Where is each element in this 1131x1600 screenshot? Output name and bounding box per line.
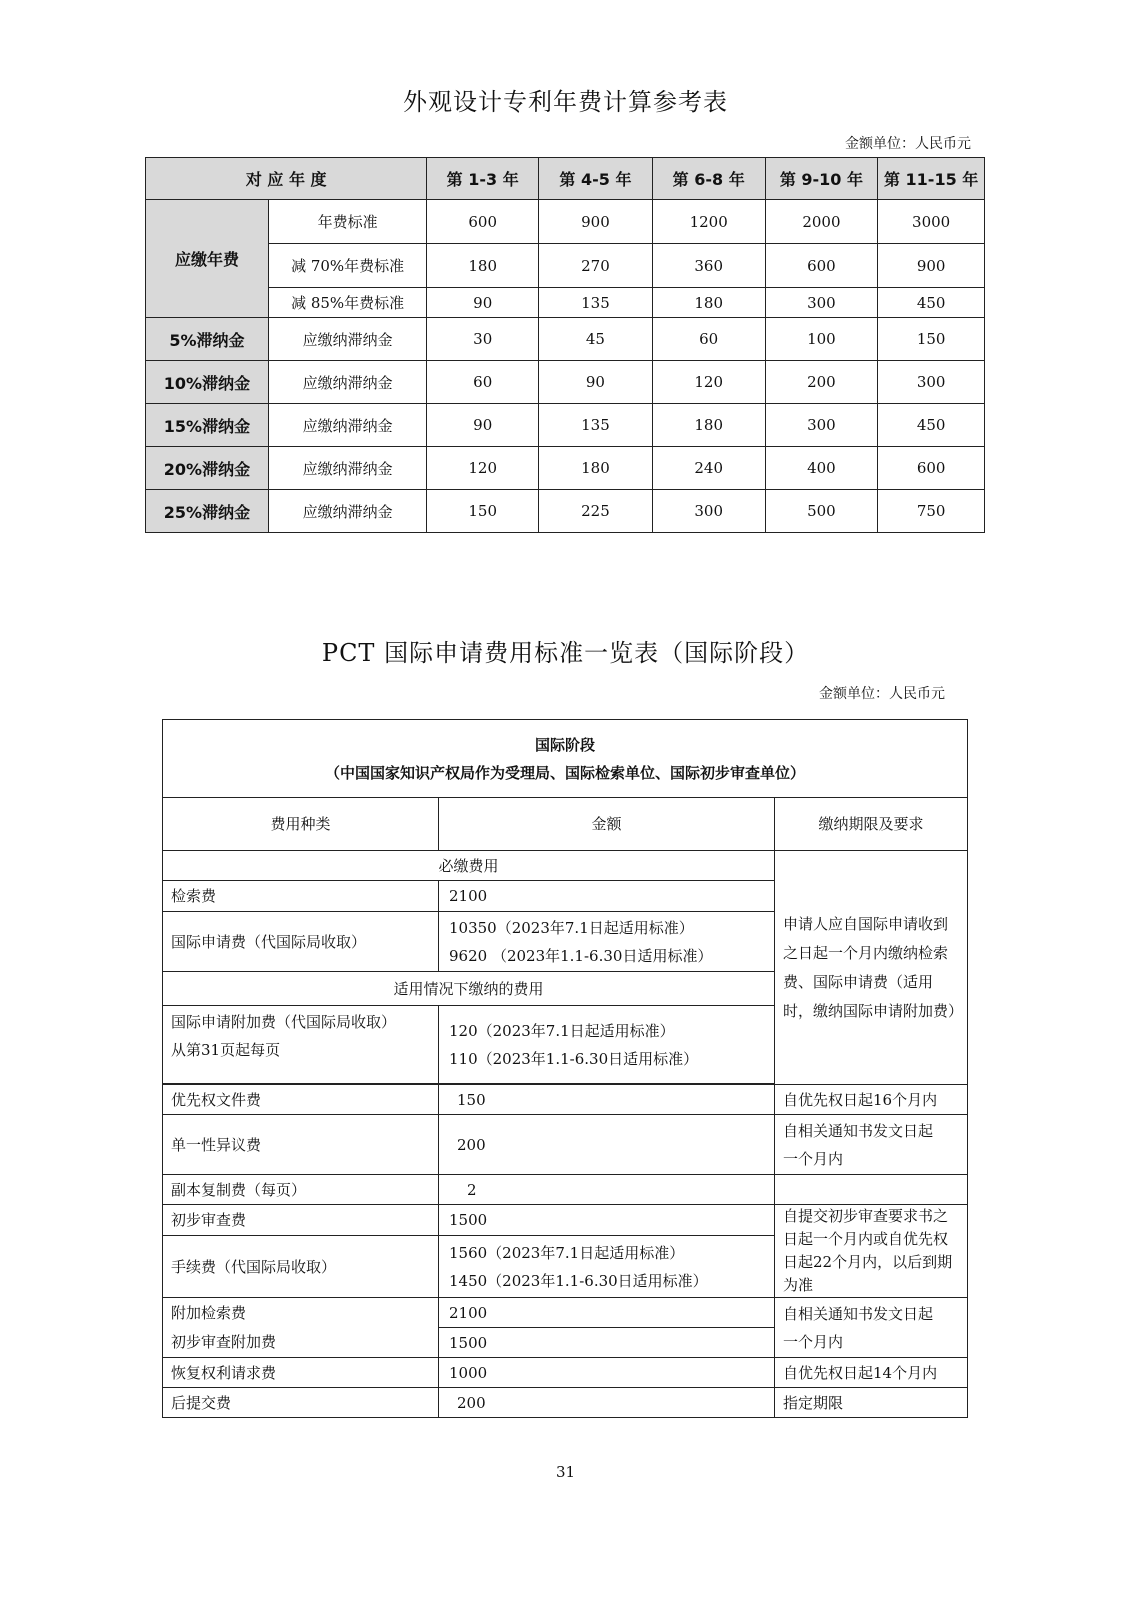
fee-amount [439, 1236, 775, 1298]
cell: 225 [539, 490, 653, 533]
fee-note [775, 1175, 968, 1205]
fee-label: 恢复权利请求费 [163, 1358, 439, 1388]
table-row [146, 318, 985, 361]
fee-label: 副本复制费（每页） [163, 1175, 439, 1205]
col-header-type: 费用种类 [163, 798, 439, 851]
fee-label-line: 国际申请附加费（代国际局收取） [171, 1013, 397, 1031]
annual-fee-table [145, 157, 985, 533]
fee-amount: 150 [439, 1085, 775, 1115]
fee-amount-line: 1450（2023年1.1-6.30日适用标准） [449, 1271, 708, 1290]
table2-unit: 金额单位：人民币元 [819, 686, 945, 702]
cell: 900 [878, 244, 985, 288]
stage-title: 国际阶段 [534, 735, 595, 754]
pct-fee-table [162, 719, 968, 1418]
fee-amount-line: 1560（2023年7.1日起适用标准） [449, 1243, 685, 1262]
table1-header-col: 第 1-3 年 [427, 158, 539, 200]
cell: 180 [652, 288, 765, 318]
fee-amount-line: 9620 （2023年1.1-6.30日适用标准） [449, 946, 713, 965]
table1-header-col: 第 11-15 年 [878, 158, 985, 200]
fee-note-line: 自相关通知书发文日起 [783, 1304, 934, 1323]
col-header-deadline: 缴纳期限及要求 [775, 798, 968, 851]
cell: 135 [539, 404, 653, 447]
fee-amount: 200 [439, 1115, 775, 1175]
fee-note-line: 一个月内 [783, 1332, 844, 1351]
fee-label [163, 1006, 439, 1084]
fee-label: 优先权文件费 [163, 1085, 439, 1115]
cell: 400 [765, 447, 878, 490]
table-row [163, 1175, 968, 1205]
cell: 135 [539, 288, 653, 318]
late-fee-group: 10%滞纳金 [146, 361, 269, 404]
stage-header [163, 720, 968, 798]
table-row [163, 851, 968, 881]
table-row [146, 490, 985, 533]
cell: 90 [427, 404, 539, 447]
fee-note [775, 1115, 968, 1175]
fee-group-label: 应缴年费 [146, 200, 269, 318]
table-row [163, 1358, 968, 1388]
table2-title: PCT 国际申请费用标准一览表（国际阶段） [321, 639, 810, 667]
row-label: 应缴纳滞纳金 [268, 404, 426, 447]
row-label: 减 85%年费标准 [268, 288, 426, 318]
row-label: 应缴纳滞纳金 [268, 447, 426, 490]
cell: 45 [539, 318, 653, 361]
prelim-note: 自提交初步审查要求书之日起一个月内或自优先权日起22个月内，以后到期为准 [775, 1205, 968, 1298]
table-row [146, 447, 985, 490]
fee-note: 自优先权日起16个月内 [775, 1085, 968, 1115]
fee-label: 手续费（代国际局收取） [163, 1236, 439, 1298]
row-label: 应缴纳滞纳金 [268, 361, 426, 404]
cell: 2000 [765, 200, 878, 244]
table-row [163, 1298, 968, 1328]
table-row [163, 1205, 968, 1236]
table-row [146, 244, 985, 288]
cell: 90 [539, 361, 653, 404]
fee-note-line: 自相关通知书发文日起 [783, 1121, 934, 1140]
fee-note: 自优先权日起14个月内 [775, 1358, 968, 1388]
cell: 600 [878, 447, 985, 490]
row-label: 应缴纳滞纳金 [268, 490, 426, 533]
fee-amount-line: 110（2023年1.1-6.30日适用标准） [449, 1049, 699, 1068]
cell: 150 [878, 318, 985, 361]
table-row [146, 404, 985, 447]
table-row [163, 1085, 968, 1115]
late-fee-group: 15%滞纳金 [146, 404, 269, 447]
cell: 60 [427, 361, 539, 404]
cell: 500 [765, 490, 878, 533]
cell: 30 [427, 318, 539, 361]
add-note [775, 1298, 968, 1358]
col-header-amount: 金额 [439, 798, 775, 851]
fee-label: 附加检索费 [163, 1298, 439, 1328]
fee-amount: 1000 [439, 1358, 775, 1388]
table1-header-col: 第 9-10 年 [765, 158, 878, 200]
cell: 200 [765, 361, 878, 404]
table1-header-col: 第 6-8 年 [652, 158, 765, 200]
cell: 300 [878, 361, 985, 404]
cell: 120 [427, 447, 539, 490]
cell: 120 [652, 361, 765, 404]
cell: 450 [878, 404, 985, 447]
required-note: 申请人应自国际申请收到之日起一个月内缴纳检索费、国际申请费（适用时，缴纳国际申请附加费） [775, 851, 968, 1085]
cell: 100 [765, 318, 878, 361]
row-label: 减 70%年费标准 [268, 244, 426, 288]
fee-amount: 2 [439, 1175, 775, 1205]
column-header-row [163, 798, 968, 851]
fee-label: 初步审查附加费 [163, 1328, 439, 1358]
fee-amount-line: 10350（2023年7.1日起适用标准） [449, 918, 694, 937]
fee-label: 初步审查费 [163, 1205, 439, 1236]
late-fee-group: 25%滞纳金 [146, 490, 269, 533]
fee-label-line: 从第31页起每页 [171, 1041, 281, 1059]
fee-amount: 200 [439, 1388, 775, 1418]
table1-title: 外观设计专利年费计算参考表 [403, 88, 728, 116]
table1-header-row [146, 158, 985, 200]
fee-amount: 2100 [439, 881, 775, 912]
cell: 240 [652, 447, 765, 490]
cell: 900 [539, 200, 653, 244]
fee-label: 单一性异议费 [163, 1115, 439, 1175]
fee-label: 检索费 [163, 881, 439, 912]
cell: 750 [878, 490, 985, 533]
cell: 3000 [878, 200, 985, 244]
table-row [146, 361, 985, 404]
cell: 600 [765, 244, 878, 288]
fee-amount: 2100 [439, 1298, 775, 1328]
cell: 1200 [652, 200, 765, 244]
fee-label: 国际申请费（代国际局收取） [163, 912, 439, 972]
table-row [163, 1115, 968, 1175]
fee-amount-line: 120（2023年7.1日起适用标准） [449, 1021, 675, 1040]
cell: 270 [539, 244, 653, 288]
cell: 180 [427, 244, 539, 288]
cell: 90 [427, 288, 539, 318]
fee-note: 指定期限 [775, 1388, 968, 1418]
cell: 300 [652, 490, 765, 533]
cell: 150 [427, 490, 539, 533]
page-number: 31 [555, 1463, 576, 1481]
table-row [146, 288, 985, 318]
fee-amount: 1500 [439, 1328, 775, 1358]
table1-unit: 金额单位：人民币元 [845, 136, 971, 152]
cell: 300 [765, 288, 878, 318]
stage-header-row [163, 720, 968, 798]
cell: 60 [652, 318, 765, 361]
cell: 180 [539, 447, 653, 490]
section-conditional: 适用情况下缴纳的费用 [163, 972, 775, 1006]
fee-amount [439, 912, 775, 972]
section-required: 必缴费用 [163, 851, 775, 881]
fee-amount: 1500 [439, 1205, 775, 1236]
fee-amount [439, 1006, 775, 1084]
cell: 300 [765, 404, 878, 447]
fee-note-line: 一个月内 [783, 1149, 844, 1168]
table-row [163, 1388, 968, 1418]
late-fee-group: 5%滞纳金 [146, 318, 269, 361]
row-label: 年费标准 [268, 200, 426, 244]
cell: 360 [652, 244, 765, 288]
table1-header-year: 对 应 年 度 [146, 158, 427, 200]
cell: 450 [878, 288, 985, 318]
late-fee-group: 20%滞纳金 [146, 447, 269, 490]
row-label: 应缴纳滞纳金 [268, 318, 426, 361]
stage-subtitle: （中国国家知识产权局作为受理局、国际检索单位、国际初步审查单位） [324, 763, 805, 782]
fee-label: 后提交费 [163, 1388, 439, 1418]
table-row [146, 200, 985, 244]
cell: 600 [427, 200, 539, 244]
cell: 180 [652, 404, 765, 447]
table1-header-col: 第 4-5 年 [539, 158, 653, 200]
